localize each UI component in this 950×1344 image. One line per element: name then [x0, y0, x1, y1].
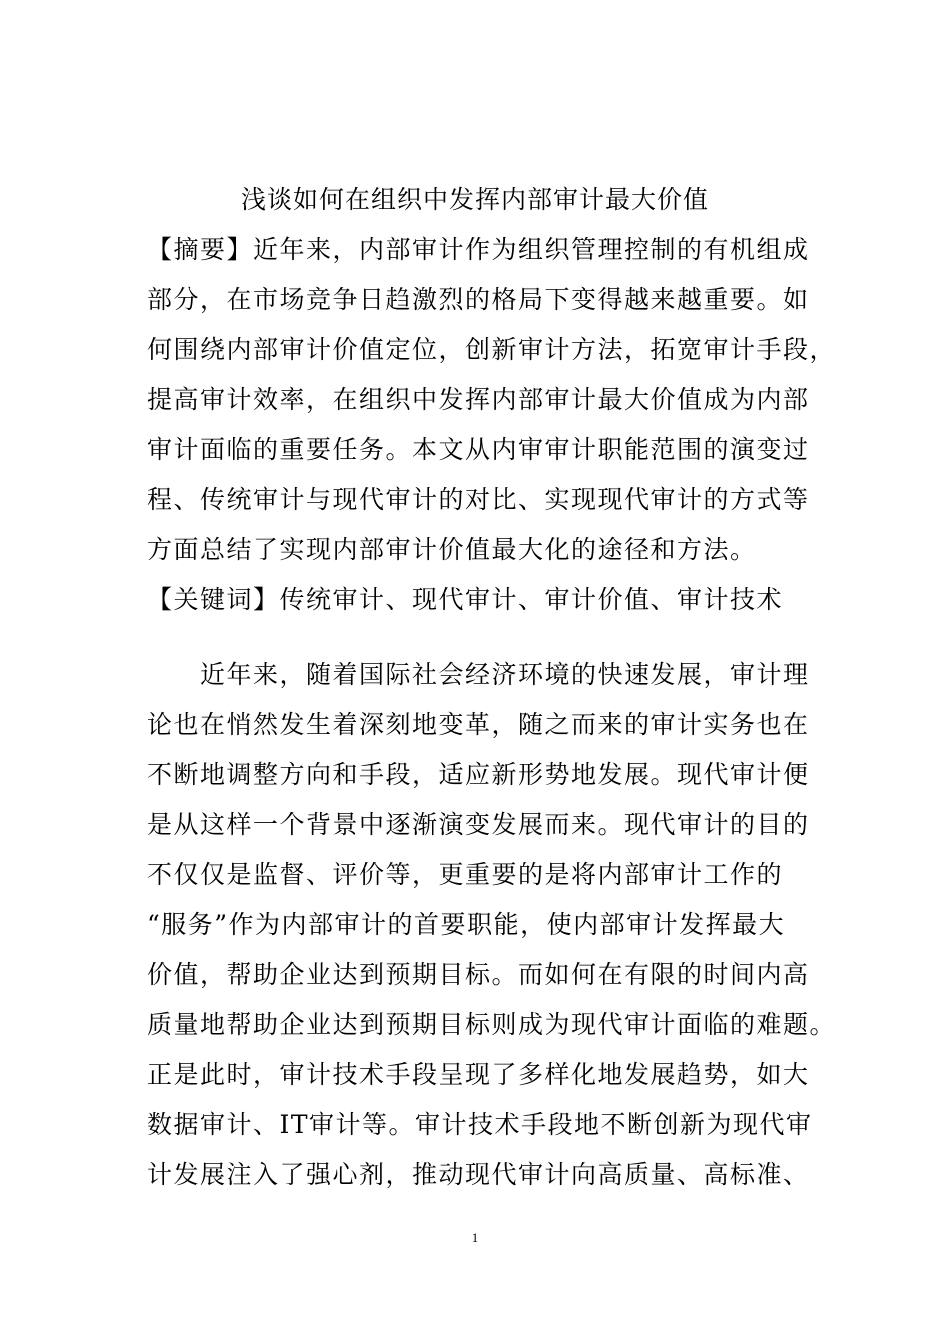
body-line: 正是此时，审计技术手段呈现了多样化地发展趋势，如大 — [147, 1060, 810, 1089]
abstract-line: 何围绕内部审计价值定位，创新审计方法，拓宽审计手段， — [147, 335, 837, 364]
body-line: “服务”作为内部审计的首要职能，使内部审计发挥最大 — [147, 910, 786, 939]
body-line: 数据审计、IT审计等。审计技术手段地不断创新为现代审 — [147, 1110, 813, 1139]
abstract-line: 审计面临的重要任务。本文从内审审计职能范围的演变过 — [147, 435, 810, 464]
abstract-line: 提高审计效率，在组织中发挥内部审计最大价值成为内部 — [147, 385, 810, 414]
abstract-line: 方面总结了实现内部审计价值最大化的途径和方法。 — [147, 535, 757, 564]
body-line: 价值，帮助企业达到预期目标。而如何在有限的时间内高 — [147, 960, 810, 989]
abstract-line: 部分，在市场竞争日趋激烈的格局下变得越来越重要。如 — [147, 285, 810, 314]
body-line: 论也在悄然发生着深刻地变革，随之而来的审计实务也在 — [147, 710, 810, 739]
abstract-line: 【摘要】近年来，内部审计作为组织管理控制的有机组成 — [147, 235, 810, 264]
body-line: 质量地帮助企业达到预期目标则成为现代审计面临的难题。 — [147, 1010, 837, 1039]
document-title: 浅谈如何在组织中发挥内部审计最大价值 — [240, 185, 709, 214]
body-line: 计发展注入了强心剂，推动现代审计向高质量、高标准、 — [147, 1160, 810, 1189]
page-number: 1 — [471, 1230, 479, 1245]
body-line: 不断地调整方向和手段，适应新形势地发展。现代审计便 — [147, 760, 810, 789]
keywords-line: 【关键词】传统审计、现代审计、审计价值、审计技术 — [147, 585, 784, 614]
abstract-line: 程、传统审计与现代审计的对比、实现现代审计的方式等 — [147, 485, 810, 514]
body-line: 不仅仅是监督、评价等，更重要的是将内部审计工作的 — [147, 860, 784, 889]
body-line: 是从这样一个背景中逐渐演变发展而来。现代审计的目的 — [147, 810, 810, 839]
body-line: 近年来，随着国际社会经济环境的快速发展，审计理 — [147, 660, 810, 689]
